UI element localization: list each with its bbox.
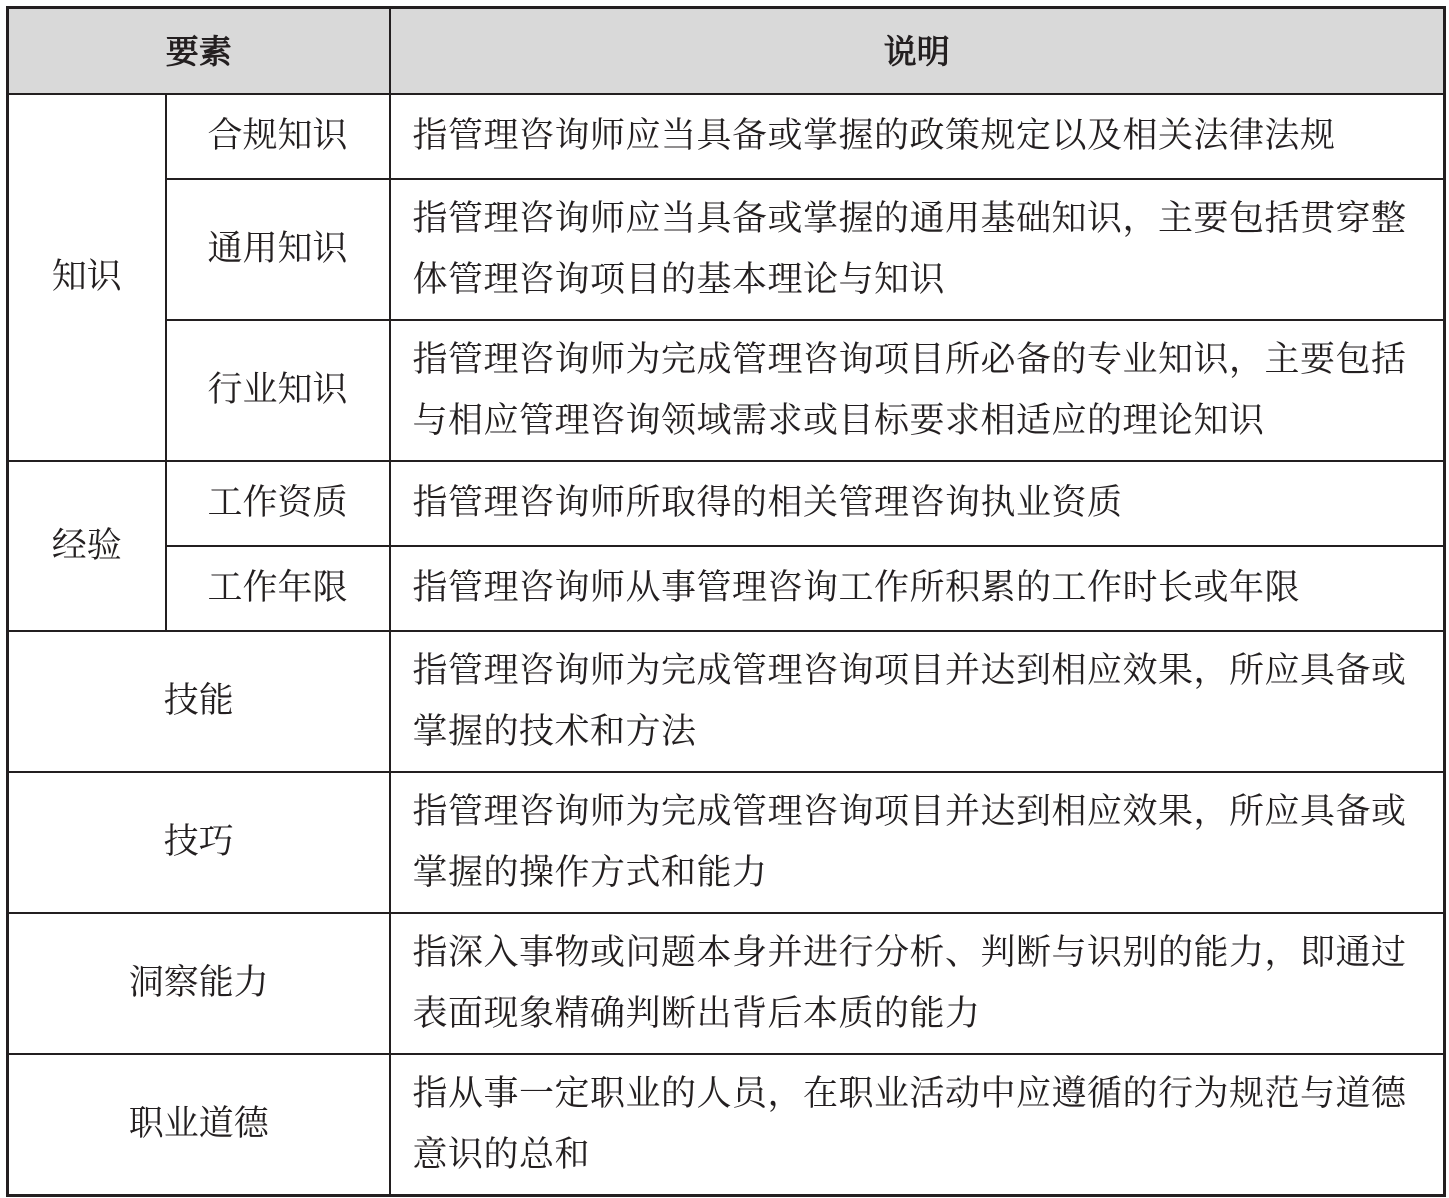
elements-table — [6, 6, 1446, 1197]
table-row — [8, 320, 1445, 461]
description-cell: 指管理咨询师为完成管理咨询项目并达到相应效果，所应具备或掌握的技术和方法 — [390, 631, 1445, 772]
table-row — [8, 1054, 1445, 1196]
table-row — [8, 772, 1445, 913]
description-cell: 指管理咨询师从事管理咨询工作所积累的工作时长或年限 — [390, 546, 1445, 631]
description-cell: 指管理咨询师应当具备或掌握的通用基础知识，主要包括贯穿整体管理咨询项目的基本理论与知识 — [390, 179, 1445, 320]
element-insight: 洞察能力 — [8, 913, 390, 1054]
element-techniques: 技巧 — [8, 772, 390, 913]
description-cell: 指深入事物或问题本身并进行分析、判断与识别的能力，即通过表面现象精确判断出背后本质的能力 — [390, 913, 1445, 1054]
description-cell: 指从事一定职业的人员，在职业活动中应遵循的行为规范与道德意识的总和 — [390, 1054, 1445, 1196]
description-cell: 指管理咨询师所取得的相关管理咨询执业资质 — [390, 461, 1445, 546]
table-row — [8, 546, 1445, 631]
sub-element: 行业知识 — [166, 320, 390, 461]
description-cell: 指管理咨询师为完成管理咨询项目并达到相应效果，所应具备或掌握的操作方式和能力 — [390, 772, 1445, 913]
table-row — [8, 179, 1445, 320]
sub-element: 通用知识 — [166, 179, 390, 320]
header-description: 说明 — [390, 8, 1445, 95]
description-cell: 指管理咨询师应当具备或掌握的政策规定以及相关法律法规 — [390, 94, 1445, 179]
sub-element: 合规知识 — [166, 94, 390, 179]
element-skills: 技能 — [8, 631, 390, 772]
sub-element: 工作资质 — [166, 461, 390, 546]
sub-element: 工作年限 — [166, 546, 390, 631]
category-experience: 经验 — [8, 461, 166, 631]
table-row — [8, 913, 1445, 1054]
table-header-row — [8, 8, 1445, 95]
description-cell: 指管理咨询师为完成管理咨询项目所必备的专业知识，主要包括与相应管理咨询领域需求或目标要求相适应的理论知识 — [390, 320, 1445, 461]
table-row — [8, 461, 1445, 546]
table-row — [8, 94, 1445, 179]
table-row — [8, 631, 1445, 772]
header-element: 要素 — [8, 8, 390, 95]
element-ethics: 职业道德 — [8, 1054, 390, 1196]
category-knowledge: 知识 — [8, 94, 166, 461]
